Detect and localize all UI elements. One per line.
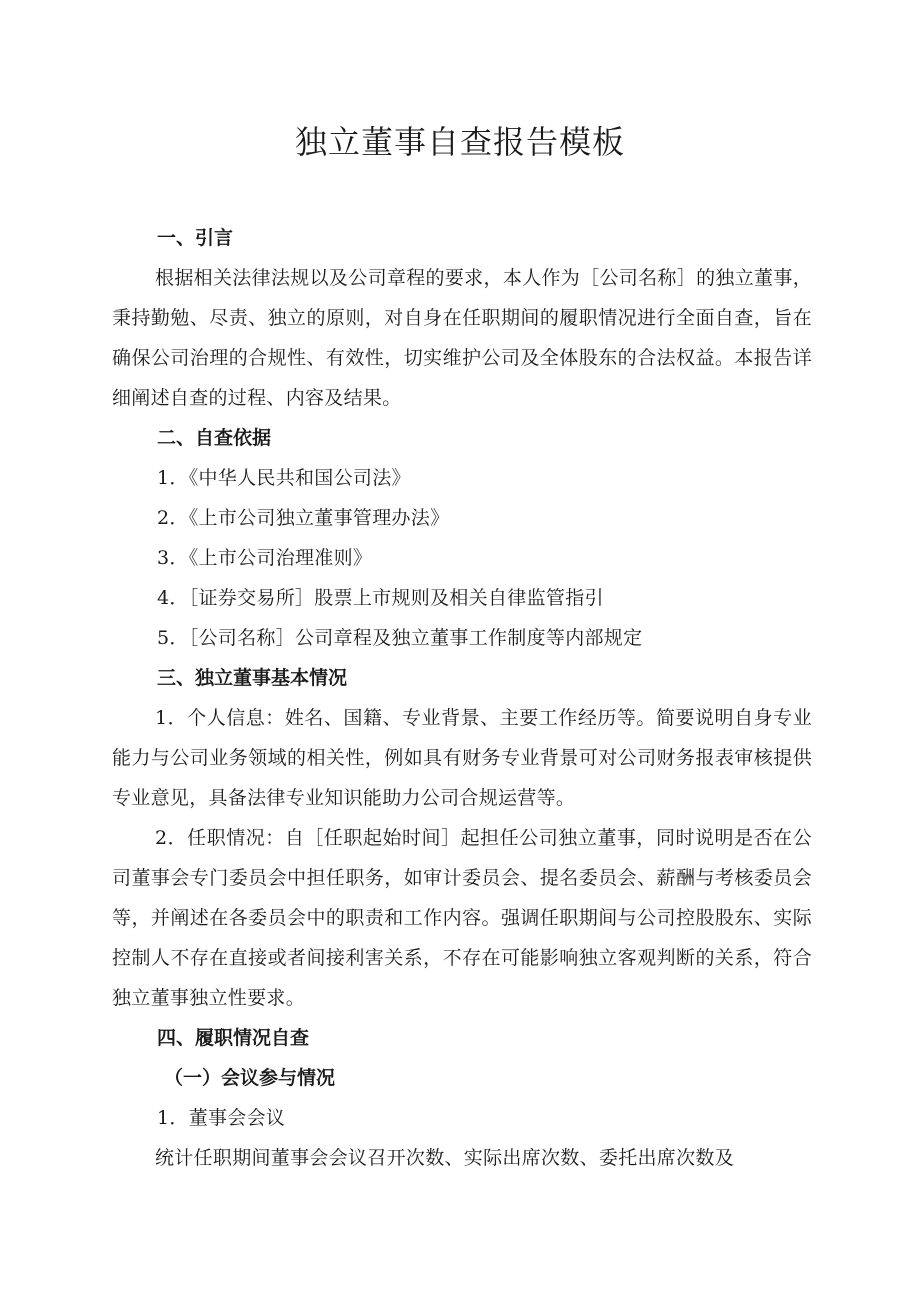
intro-paragraph: 根据相关法律法规以及公司章程的要求，本人作为［公司名称］的独立董事，秉持勤勉、尽责、独立的原则，对自身在任职期间的履职情况进行全面自查，旨在确保公司治理的合规性、有效性，切实维护公司及全体股东的合法权益。本报告详细阐述自查的过程、内容及结果。 <box>112 267 812 409</box>
section-heading-duty: 四、履职情况自查 <box>157 1027 310 1049</box>
basis-item-3: 3．《上市公司治理准则》 <box>157 547 373 569</box>
basis-item-5: 5．［公司名称］公司章程及独立董事工作制度等内部规定 <box>157 627 643 649</box>
basis-item-2: 2．《上市公司独立董事管理办法》 <box>157 507 450 529</box>
subsection-heading-meetings: （一）会议参与情况 <box>164 1067 336 1089</box>
basis-item-4: 4．［证券交易所］股票上市规则及相关自律监管指引 <box>157 587 604 609</box>
section-heading-intro: 一、引言 <box>157 227 234 249</box>
basis-item-1: 1．《中华人民共和国公司法》 <box>157 467 411 489</box>
document-title: 独立董事自查报告模板 <box>294 123 625 161</box>
section-heading-basic-info: 三、独立董事基本情况 <box>157 667 348 689</box>
duty-paragraph: 统计任职期间董事会会议召开次数、实际出席次数、委托出席次数及 <box>155 1147 735 1169</box>
basic-info-paragraph-2: 2．任职情况：自［任职起始时间］起担任公司独立董事，同时说明是否在公司董事会专门委员会中担任职务，如审计委员会、提名委员会、薪酬与考核委员会等，并阐述在各委员会中的职责和工作内容。强调任职期间与公司控股股东、实际控制人不存在直接或者间接利害关系，不存在可能影响独立客观判断的关系，符合独立董事独立性要求。 <box>112 827 812 1009</box>
section-heading-basis: 二、自查依据 <box>157 427 272 449</box>
document-body <box>112 218 812 1178</box>
basic-info-paragraph-1: 1．个人信息：姓名、国籍、专业背景、主要工作经历等。简要说明自身专业能力与公司业务领域的相关性，例如具有财务专业背景可对公司财务报表审核提供专业意见，具备法律专业知识能助力公司合规运营等。 <box>112 707 812 809</box>
duty-item-board-meeting: 1．董事会会议 <box>157 1107 286 1129</box>
